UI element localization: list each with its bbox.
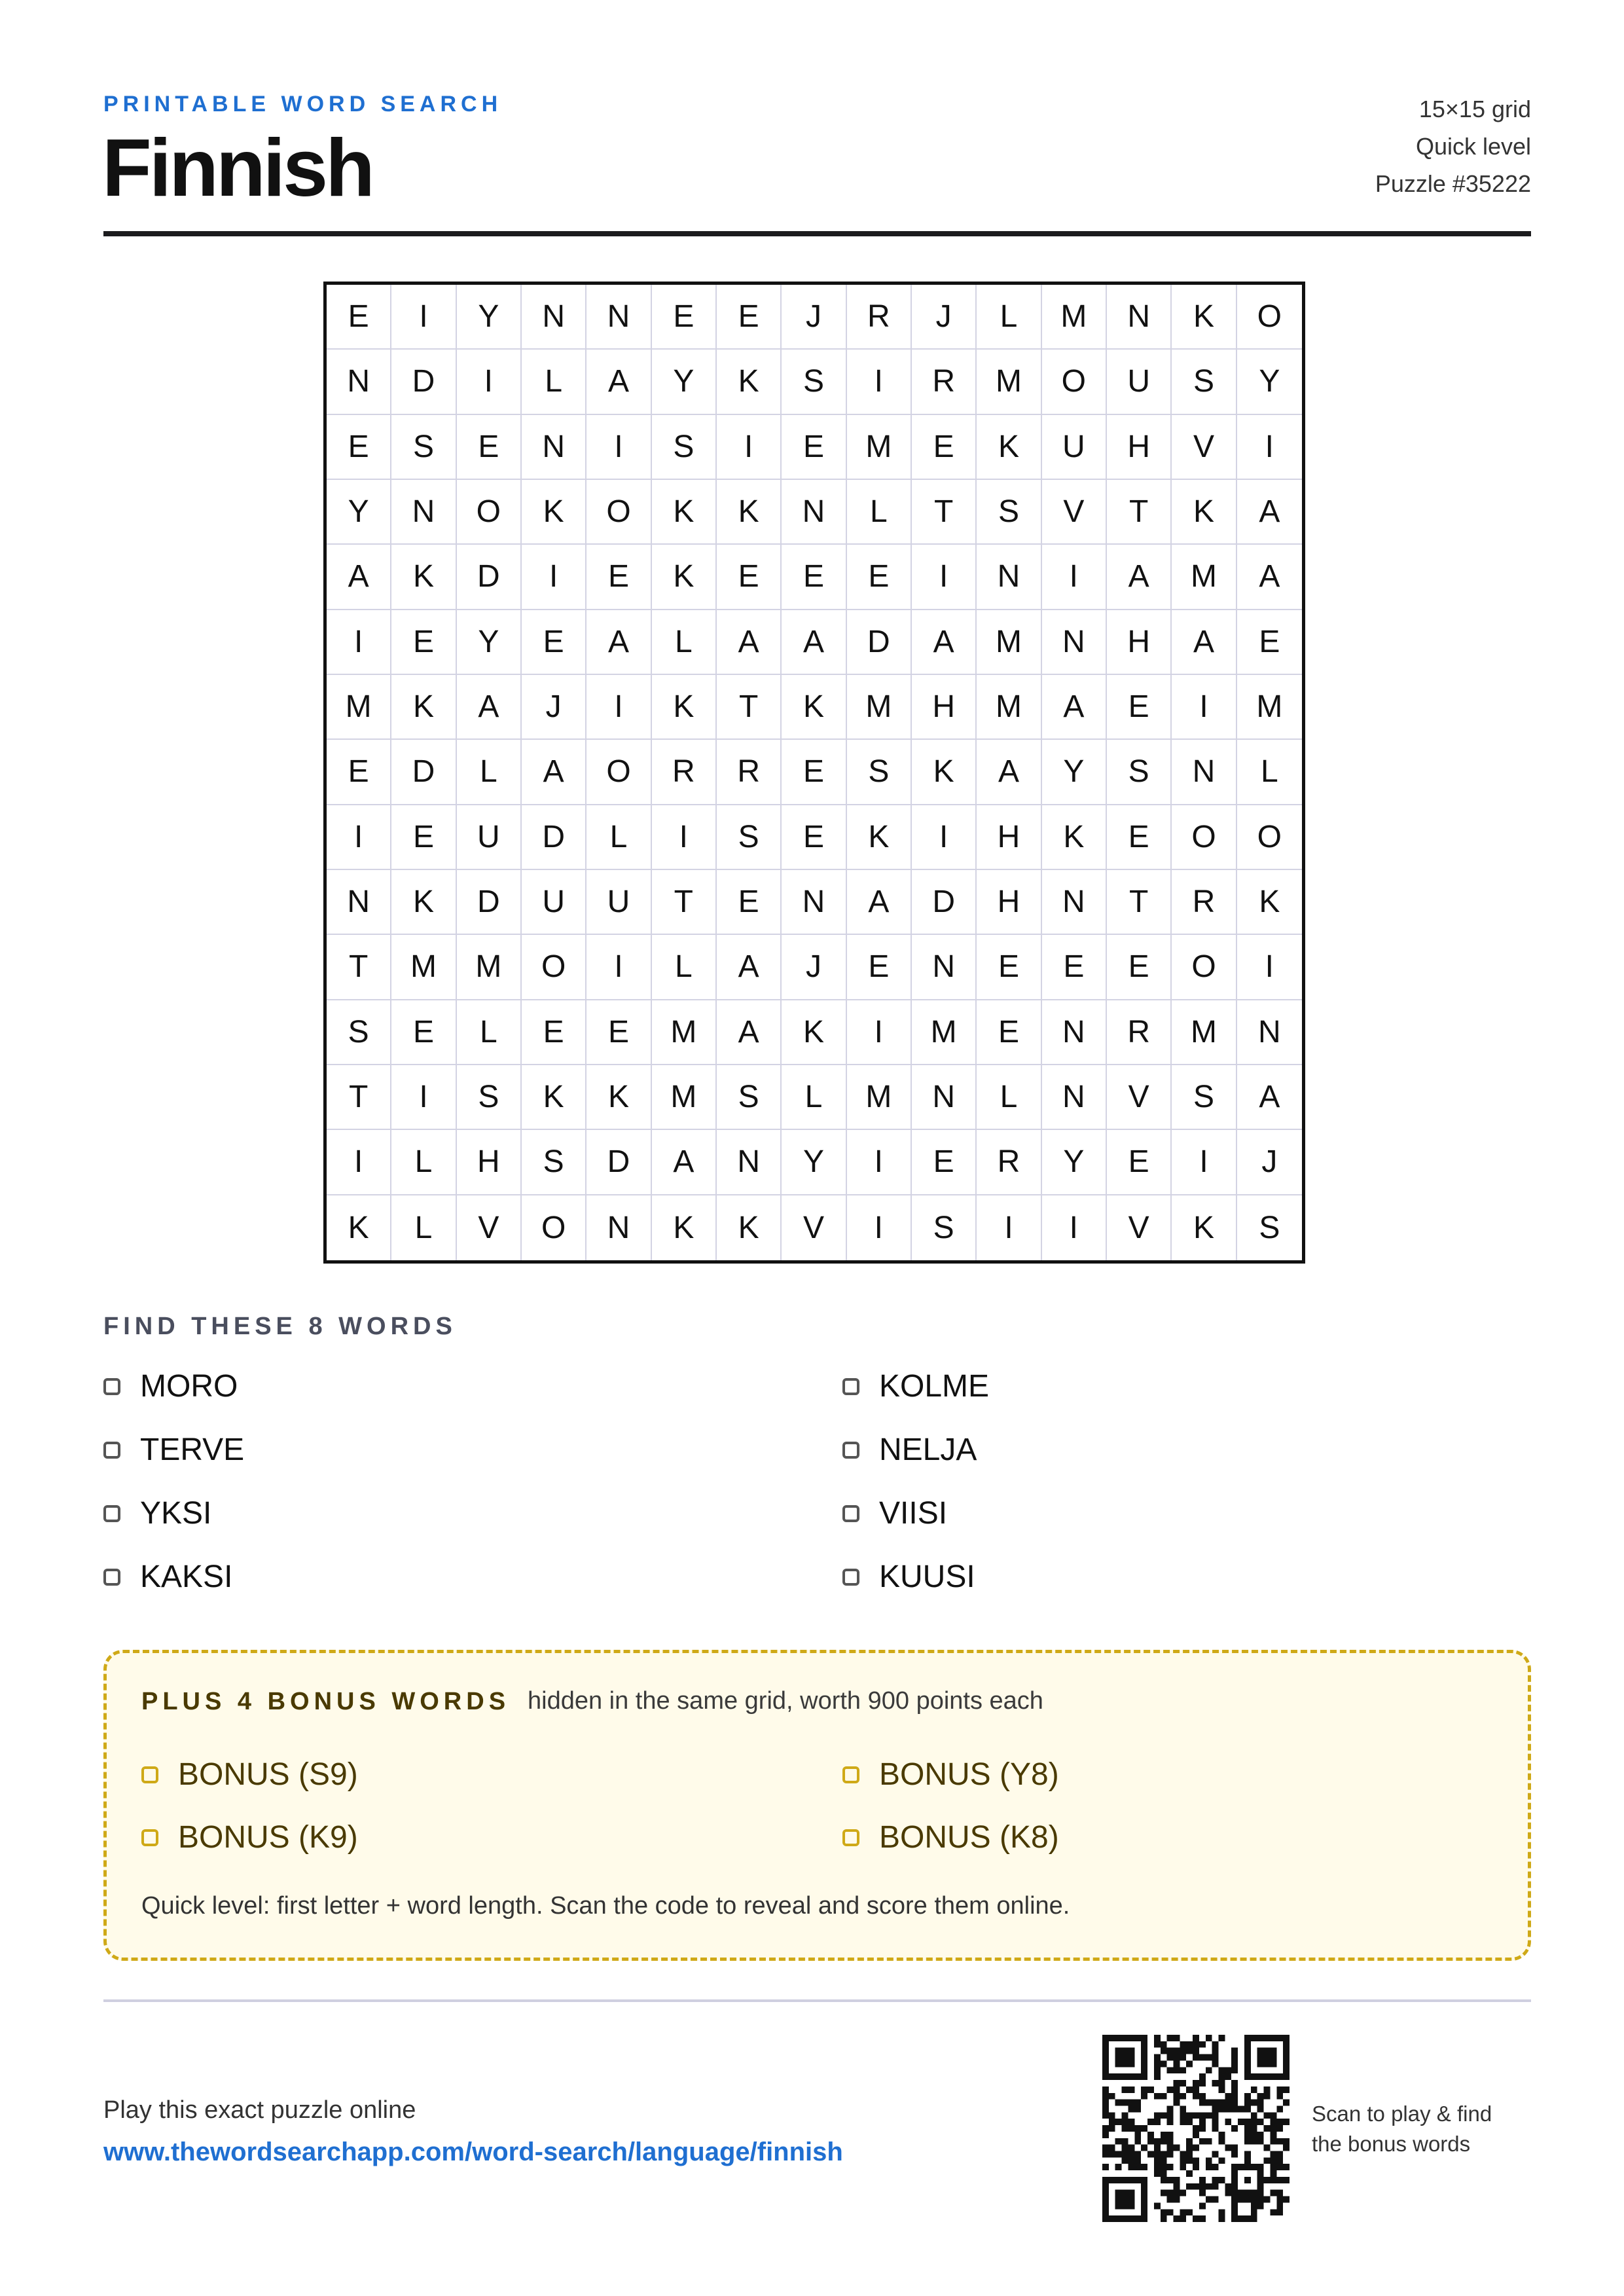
word-list-item[interactable] [103, 1495, 211, 1531]
grid-cell[interactable]: I [1172, 675, 1236, 740]
grid-cell[interactable]: Y [1237, 350, 1302, 414]
grid-cell[interactable]: I [327, 610, 391, 675]
grid-cell[interactable]: K [522, 1065, 586, 1130]
grid-cell[interactable]: S [1172, 350, 1236, 414]
grid-cell[interactable]: I [652, 805, 717, 870]
grid-size-label: 15×15 grid [1418, 96, 1531, 122]
word-label: KOLME [879, 1369, 990, 1404]
grid-cell[interactable]: N [522, 285, 586, 350]
grid-cell[interactable]: A [586, 610, 651, 675]
grid-cell[interactable]: I [586, 675, 651, 740]
grid-cell[interactable]: E [977, 1000, 1041, 1065]
grid-cell[interactable]: S [1107, 740, 1172, 805]
word-list-item[interactable] [103, 1432, 244, 1468]
grid-cell[interactable]: M [847, 415, 912, 480]
grid-cell[interactable]: E [327, 740, 391, 805]
grid-cell[interactable]: Y [782, 1130, 846, 1195]
grid-cell[interactable]: N [327, 870, 391, 935]
grid-cell[interactable]: N [912, 935, 977, 1000]
grid-cell[interactable]: O [1172, 935, 1236, 1000]
grid-cell[interactable]: I [847, 350, 912, 414]
grid-cell[interactable]: A [457, 675, 522, 740]
grid-cell[interactable]: M [1042, 285, 1107, 350]
grid-cell[interactable]: Y [1042, 1130, 1107, 1195]
page-title: Finnish [102, 123, 372, 213]
grid-cell[interactable]: E [457, 415, 522, 480]
grid-cell[interactable]: H [457, 1130, 522, 1195]
grid-cell[interactable]: K [1237, 870, 1302, 935]
grid-cell[interactable]: E [1042, 935, 1107, 1000]
word-list-item[interactable] [842, 1495, 947, 1531]
grid-cell[interactable]: L [391, 1195, 456, 1260]
grid-cell[interactable]: R [1172, 870, 1236, 935]
grid-cell[interactable]: T [717, 675, 782, 740]
bonus-word-label: BONUS (S9) [178, 1757, 358, 1792]
footer-divider [103, 1999, 1531, 2002]
grid-cell[interactable]: T [327, 935, 391, 1000]
grid-cell[interactable]: V [1042, 480, 1107, 545]
checkbox-icon[interactable] [103, 1442, 120, 1459]
grid-cell[interactable]: R [1107, 1000, 1172, 1065]
grid-cell[interactable]: O [1172, 805, 1236, 870]
grid-cell[interactable]: U [457, 805, 522, 870]
checkbox-icon[interactable] [842, 1829, 859, 1846]
grid-cell[interactable]: N [977, 545, 1041, 610]
grid-cell[interactable]: H [1107, 610, 1172, 675]
grid-cell[interactable]: A [1042, 675, 1107, 740]
grid-cell[interactable]: T [912, 480, 977, 545]
checkbox-icon[interactable] [842, 1378, 859, 1395]
grid-cell[interactable]: K [652, 545, 717, 610]
grid-cell[interactable]: M [977, 610, 1041, 675]
grid-cell[interactable]: M [391, 935, 456, 1000]
qr-note-line: the bonus words [1312, 2132, 1471, 2156]
grid-cell[interactable]: K [391, 545, 456, 610]
grid-cell[interactable]: E [1237, 610, 1302, 675]
grid-cell[interactable]: M [1237, 675, 1302, 740]
word-label: VIISI [879, 1496, 948, 1531]
grid-cell[interactable]: D [457, 545, 522, 610]
bonus-word-label: BONUS (Y8) [879, 1757, 1059, 1792]
grid-cell[interactable]: A [782, 610, 846, 675]
grid-cell[interactable]: L [586, 805, 651, 870]
grid-cell[interactable]: A [1237, 545, 1302, 610]
grid-cell[interactable]: I [327, 805, 391, 870]
grid-cell[interactable]: K [652, 480, 717, 545]
grid-cell[interactable]: L [782, 1065, 846, 1130]
grid-cell[interactable]: L [457, 740, 522, 805]
grid-cell[interactable]: Y [457, 285, 522, 350]
grid-cell[interactable]: T [1107, 480, 1172, 545]
grid-cell[interactable]: K [717, 350, 782, 414]
grid-cell[interactable]: N [1237, 1000, 1302, 1065]
grid-cell[interactable]: I [457, 350, 522, 414]
grid-cell[interactable]: A [586, 350, 651, 414]
grid-cell[interactable]: L [391, 1130, 456, 1195]
grid-cell[interactable]: E [977, 935, 1041, 1000]
grid-cell[interactable]: I [1237, 935, 1302, 1000]
checkbox-icon[interactable] [842, 1442, 859, 1459]
word-list-item[interactable] [842, 1368, 989, 1404]
checkbox-icon[interactable] [141, 1766, 158, 1783]
grid-cell[interactable]: J [782, 935, 846, 1000]
grid-cell[interactable]: E [522, 1000, 586, 1065]
grid-cell[interactable]: I [912, 545, 977, 610]
bonus-word-label: BONUS (K9) [178, 1820, 358, 1855]
grid-cell[interactable]: U [1107, 350, 1172, 414]
grid-cell[interactable]: M [457, 935, 522, 1000]
grid-cell[interactable]: E [327, 285, 391, 350]
grid-cell[interactable]: K [586, 1065, 651, 1130]
checkbox-icon[interactable] [103, 1378, 120, 1395]
word-list-item[interactable] [842, 1559, 975, 1595]
grid-cell[interactable]: Y [327, 480, 391, 545]
grid-cell[interactable]: S [327, 1000, 391, 1065]
grid-cell[interactable]: S [782, 350, 846, 414]
grid-cell[interactable]: U [522, 870, 586, 935]
grid-cell[interactable]: S [717, 1065, 782, 1130]
grid-cell[interactable]: K [782, 1000, 846, 1065]
grid-cell[interactable]: K [1042, 805, 1107, 870]
grid-cell[interactable]: K [652, 675, 717, 740]
grid-cell[interactable]: K [1172, 480, 1236, 545]
grid-cell[interactable]: O [457, 480, 522, 545]
grid-cell[interactable]: T [327, 1065, 391, 1130]
play-online-text: Play this exact puzzle online [103, 2096, 416, 2124]
bonus-subheading: hidden in the same grid, worth 900 points each [528, 1687, 1043, 1715]
grid-cell[interactable]: E [586, 545, 651, 610]
grid-cell[interactable]: E [717, 285, 782, 350]
grid-cell[interactable]: O [1237, 285, 1302, 350]
grid-cell[interactable]: I [847, 1195, 912, 1260]
grid-cell[interactable]: N [391, 480, 456, 545]
grid-cell[interactable]: I [1042, 545, 1107, 610]
grid-cell[interactable]: E [1107, 675, 1172, 740]
grid-cell[interactable]: M [1172, 1000, 1236, 1065]
bonus-word-item[interactable] [141, 1819, 358, 1855]
grid-cell[interactable]: D [457, 870, 522, 935]
puzzle-url-link[interactable]: www.thewordsearchapp.com/word-search/language/finnish [103, 2138, 843, 2166]
grid-cell[interactable]: D [391, 740, 456, 805]
grid-cell[interactable]: H [912, 675, 977, 740]
grid-cell[interactable]: E [717, 870, 782, 935]
level-label: Quick level [1415, 133, 1531, 160]
grid-cell[interactable]: T [652, 870, 717, 935]
grid-cell[interactable]: E [391, 610, 456, 675]
grid-cell[interactable]: V [1172, 415, 1236, 480]
bonus-word-item[interactable] [141, 1757, 358, 1793]
grid-cell[interactable]: O [522, 935, 586, 1000]
grid-cell[interactable]: K [717, 480, 782, 545]
grid-cell[interactable]: M [847, 1065, 912, 1130]
grid-cell[interactable]: A [522, 740, 586, 805]
grid-cell[interactable]: A [717, 1000, 782, 1065]
grid-cell[interactable]: M [977, 350, 1041, 414]
grid-cell[interactable]: H [977, 805, 1041, 870]
word-list-heading: FIND THESE 8 WORDS [103, 1313, 457, 1340]
grid-cell[interactable]: A [977, 740, 1041, 805]
grid-cell[interactable]: L [977, 1065, 1041, 1130]
word-label: TERVE [140, 1432, 245, 1467]
grid-cell[interactable]: A [327, 545, 391, 610]
grid-cell[interactable]: H [1107, 415, 1172, 480]
checkbox-icon[interactable] [103, 1505, 120, 1522]
grid-cell[interactable]: O [522, 1195, 586, 1260]
word-search-grid[interactable] [323, 282, 1305, 1264]
grid-cell[interactable]: K [782, 675, 846, 740]
grid-cell[interactable]: S [522, 1130, 586, 1195]
grid-cell[interactable]: S [391, 415, 456, 480]
grid-cell[interactable]: I [391, 1065, 456, 1130]
grid-cell[interactable]: S [652, 415, 717, 480]
qr-note-line: Scan to play & find [1312, 2102, 1492, 2126]
grid-cell[interactable]: A [652, 1130, 717, 1195]
grid-cell[interactable]: S [717, 805, 782, 870]
grid-cell[interactable]: J [522, 675, 586, 740]
grid-cell[interactable]: L [652, 610, 717, 675]
word-list-item[interactable] [103, 1368, 238, 1404]
grid-cell[interactable]: I [1237, 415, 1302, 480]
grid-cell[interactable]: E [847, 545, 912, 610]
grid-cell[interactable]: K [391, 675, 456, 740]
grid-cell[interactable]: I [522, 545, 586, 610]
grid-cell[interactable]: D [586, 1130, 651, 1195]
word-list-item[interactable] [842, 1432, 977, 1468]
grid-cell[interactable]: I [717, 415, 782, 480]
grid-cell[interactable]: N [717, 1130, 782, 1195]
grid-cell[interactable]: R [912, 350, 977, 414]
bonus-note: Quick level: first letter + word length. Scan the code to reveal and score them online. [141, 1892, 1070, 1920]
grid-cell[interactable]: R [977, 1130, 1041, 1195]
grid-cell[interactable]: N [912, 1065, 977, 1130]
grid-cell[interactable]: K [1172, 1195, 1236, 1260]
grid-cell[interactable]: O [1042, 350, 1107, 414]
grid-cell[interactable]: M [652, 1065, 717, 1130]
grid-cell[interactable]: M [327, 675, 391, 740]
grid-cell[interactable]: J [1237, 1130, 1302, 1195]
grid-cell[interactable]: S [457, 1065, 522, 1130]
grid-cell[interactable]: Y [652, 350, 717, 414]
grid-cell[interactable]: I [586, 415, 651, 480]
grid-cell[interactable]: K [847, 805, 912, 870]
grid-cell[interactable]: O [586, 480, 651, 545]
grid-cell[interactable]: E [1107, 1130, 1172, 1195]
grid-cell[interactable]: I [586, 935, 651, 1000]
grid-cell[interactable]: D [912, 870, 977, 935]
grid-cell[interactable]: E [912, 1130, 977, 1195]
grid-cell[interactable]: E [391, 805, 456, 870]
bonus-word-item[interactable] [842, 1757, 1059, 1793]
grid-cell[interactable]: N [782, 480, 846, 545]
grid-cell[interactable]: S [1172, 1065, 1236, 1130]
grid-cell[interactable]: N [1042, 1000, 1107, 1065]
puzzle-id-label: Puzzle #35222 [1375, 170, 1531, 197]
qr-note [1312, 2099, 1528, 2159]
grid-cell[interactable]: D [522, 805, 586, 870]
grid-cell[interactable]: A [1237, 480, 1302, 545]
grid-cell[interactable]: N [586, 1195, 651, 1260]
word-list-item[interactable] [103, 1559, 232, 1595]
grid-cell[interactable]: A [717, 935, 782, 1000]
grid-cell[interactable]: J [912, 285, 977, 350]
grid-cell[interactable]: E [847, 935, 912, 1000]
grid-cell[interactable]: M [652, 1000, 717, 1065]
word-label: YKSI [140, 1496, 212, 1531]
grid-cell[interactable]: N [522, 415, 586, 480]
grid-cell[interactable]: N [782, 870, 846, 935]
grid-cell[interactable]: K [912, 740, 977, 805]
grid-cell[interactable]: L [847, 480, 912, 545]
grid-cell[interactable]: A [847, 870, 912, 935]
grid-cell[interactable]: A [1107, 545, 1172, 610]
grid-cell[interactable]: L [1237, 740, 1302, 805]
grid-cell[interactable]: E [717, 545, 782, 610]
grid-cell[interactable]: M [847, 675, 912, 740]
grid-cell[interactable]: E [782, 415, 846, 480]
grid-cell[interactable]: N [586, 285, 651, 350]
header-divider [103, 231, 1531, 236]
grid-cell[interactable]: N [1107, 285, 1172, 350]
checkbox-icon[interactable] [842, 1505, 859, 1522]
grid-cell[interactable]: S [1259, 1210, 1280, 1245]
grid-cell[interactable]: I [391, 285, 456, 350]
grid-cell[interactable]: U [1042, 415, 1107, 480]
bonus-word-item[interactable] [842, 1819, 1059, 1855]
grid-cell[interactable]: I [327, 1130, 391, 1195]
grid-cell[interactable]: R [717, 740, 782, 805]
grid-cell[interactable]: I [977, 1195, 1041, 1260]
grid-cell[interactable]: M [1172, 545, 1236, 610]
grid-cell[interactable]: I [847, 1000, 912, 1065]
grid-cell[interactable]: E [391, 1000, 456, 1065]
grid-cell[interactable]: U [586, 870, 651, 935]
grid-cell[interactable]: E [782, 545, 846, 610]
grid-cell[interactable]: E [912, 415, 977, 480]
grid-cell[interactable]: R [847, 285, 912, 350]
checkbox-icon[interactable] [141, 1829, 158, 1846]
grid-cell[interactable]: K [522, 480, 586, 545]
grid-cell[interactable]: K [327, 1195, 391, 1260]
grid-cell[interactable]: L [977, 285, 1041, 350]
grid-cell[interactable]: L [522, 350, 586, 414]
grid-cell[interactable]: M [977, 675, 1041, 740]
grid-cell[interactable]: N [1042, 870, 1107, 935]
grid-cell[interactable]: K [717, 1195, 782, 1260]
page-kicker: PRINTABLE WORD SEARCH [103, 92, 503, 117]
grid-cell[interactable]: L [652, 935, 717, 1000]
grid-cell[interactable]: E [327, 415, 391, 480]
grid-cell[interactable]: M [912, 1000, 977, 1065]
grid-cell[interactable]: E [522, 610, 586, 675]
grid-cell[interactable]: I [1172, 1130, 1236, 1195]
grid-cell[interactable]: I [847, 1130, 912, 1195]
grid-cell[interactable]: N [327, 350, 391, 414]
grid-cell[interactable]: V [782, 1195, 846, 1260]
grid-cell[interactable]: H [977, 870, 1041, 935]
grid-cell[interactable]: E [586, 1000, 651, 1065]
grid-cell[interactable]: E [782, 805, 846, 870]
grid-cell[interactable]: K [1172, 285, 1236, 350]
grid-cell[interactable]: A [912, 610, 977, 675]
grid-cell[interactable]: N [1172, 740, 1236, 805]
grid-cell[interactable]: E [1107, 805, 1172, 870]
checkbox-icon[interactable] [842, 1569, 859, 1586]
word-label: NELJA [879, 1432, 977, 1467]
qr-code-icon[interactable] [1102, 2035, 1290, 2222]
grid-cell[interactable]: E [1107, 935, 1172, 1000]
bonus-heading: PLUS 4 BONUS WORDS [141, 1688, 511, 1715]
grid-cell[interactable]: S [847, 740, 912, 805]
grid-cell[interactable]: J [782, 285, 846, 350]
checkbox-icon[interactable] [842, 1766, 859, 1783]
grid-cell[interactable]: D [391, 350, 456, 414]
grid-cell[interactable]: O [1237, 805, 1302, 870]
grid-cell[interactable]: V [1107, 1195, 1172, 1260]
grid-cell[interactable]: L [457, 1000, 522, 1065]
grid-cell[interactable]: V [457, 1195, 522, 1260]
checkbox-icon[interactable] [103, 1569, 120, 1586]
grid-cell[interactable]: A [717, 610, 782, 675]
grid-cell[interactable]: E [652, 285, 717, 350]
grid-cell[interactable]: K [652, 1195, 717, 1260]
grid-cell[interactable]: T [1107, 870, 1172, 935]
grid-cell[interactable]: S [912, 1195, 977, 1260]
grid-cell[interactable]: K [977, 415, 1041, 480]
grid-cell[interactable]: O [586, 740, 651, 805]
word-label: KUUSI [879, 1559, 975, 1594]
word-label: KAKSI [140, 1559, 233, 1594]
bonus-word-label: BONUS (K8) [879, 1820, 1059, 1855]
grid-cell[interactable]: R [652, 740, 717, 805]
grid-cell[interactable]: I [912, 805, 977, 870]
grid-cell[interactable]: I [1042, 1195, 1107, 1260]
grid-cell[interactable]: A [1172, 610, 1236, 675]
grid-cell[interactable]: V [1107, 1065, 1172, 1130]
grid-cell[interactable]: Y [457, 610, 522, 675]
grid-cell[interactable]: K [391, 870, 456, 935]
grid-cell[interactable]: D [847, 610, 912, 675]
grid-cell[interactable]: A [1237, 1065, 1302, 1130]
grid-cell[interactable]: E [782, 740, 846, 805]
word-label: MORO [140, 1369, 238, 1404]
grid-cell[interactable]: S [977, 480, 1041, 545]
grid-cell[interactable]: N [1042, 610, 1107, 675]
grid-cell[interactable]: N [1042, 1065, 1107, 1130]
grid-cell[interactable]: Y [1042, 740, 1107, 805]
